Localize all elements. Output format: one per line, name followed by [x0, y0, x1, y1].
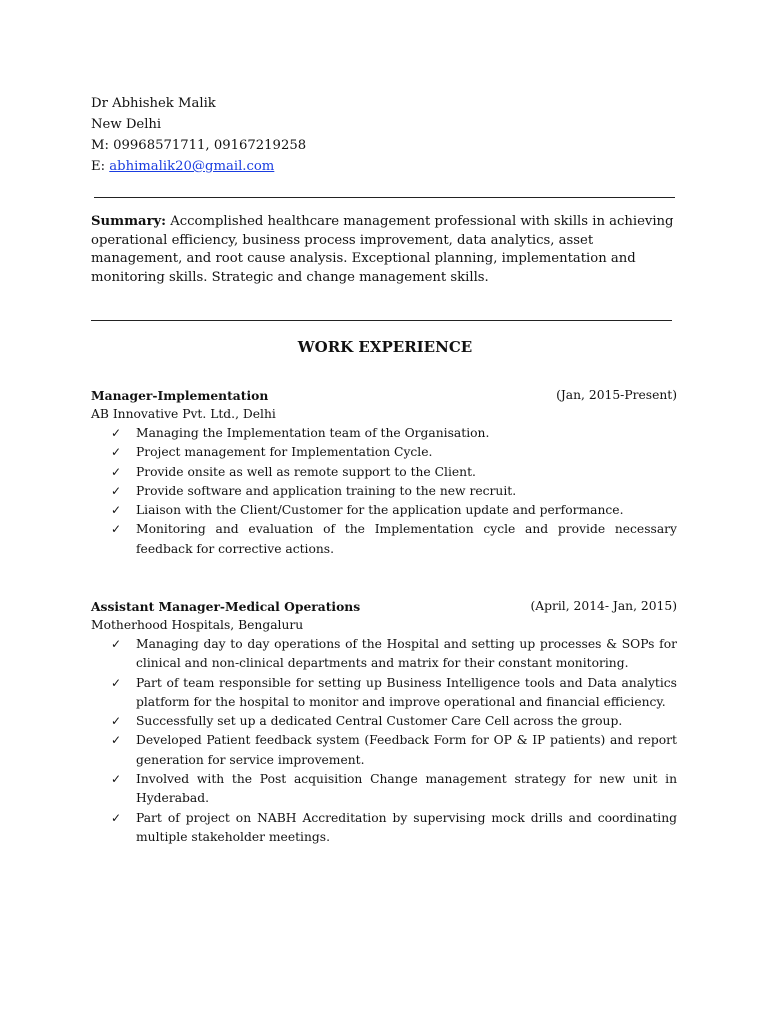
section-title: WORK EXPERIENCE	[297, 338, 473, 356]
divider-bottom	[91, 320, 672, 321]
duty-item	[91, 731, 677, 770]
job-header	[91, 386, 677, 405]
contact-block	[91, 93, 306, 177]
check-icon: ✓	[111, 464, 122, 479]
job-company: Motherhood Hospitals, Bengaluru	[91, 618, 304, 632]
check-icon: ✓	[111, 733, 122, 748]
check-icon: ✓	[111, 675, 122, 690]
duty-list	[91, 424, 677, 559]
duty-item	[91, 424, 677, 443]
duty-text: Provide onsite as well as remote support to the Client.	[136, 464, 476, 479]
duty-text: Project management for Implementation Cycle.	[136, 445, 433, 460]
check-icon: ✓	[111, 810, 122, 825]
duty-list	[91, 635, 677, 847]
job-title: Assistant Manager-Medical Operations	[91, 599, 361, 614]
divider-top	[94, 197, 675, 198]
job-dates: (Jan, 2015-Present)	[556, 388, 677, 402]
phone-line	[91, 135, 306, 156]
check-icon: ✓	[111, 714, 122, 729]
duty-item	[91, 520, 677, 559]
summary-paragraph	[91, 213, 681, 287]
job-entry	[91, 597, 677, 847]
duty-item	[91, 463, 677, 482]
duty-item	[91, 770, 677, 809]
candidate-name: Dr Abhishek Malik	[91, 96, 216, 111]
job-entry	[91, 386, 677, 559]
duty-text: Part of team responsible for setting up Business Intelligence tools and Data analytics platform for the hospital to monitor and improve operational and financial efficiency.	[136, 675, 677, 709]
job-header	[91, 597, 677, 616]
job-dates: (April, 2014- Jan, 2015)	[530, 599, 677, 613]
duty-text: Developed Patient feedback system (Feedback Form for OP & IP patients) and report generation for service improvement.	[136, 733, 677, 767]
job-company: AB Innovative Pvt. Ltd., Delhi	[91, 407, 276, 421]
duty-item	[91, 635, 677, 674]
duty-text: Provide software and application training to the new recruit.	[136, 483, 517, 498]
candidate-city: New Delhi	[91, 117, 162, 132]
check-icon: ✓	[111, 445, 122, 460]
job-title: Manager-Implementation	[91, 388, 269, 403]
email-link[interactable]: abhimalik20@gmail.com	[109, 159, 275, 174]
duty-item	[91, 443, 677, 462]
duty-text: Part of project on NABH Accreditation by supervising mock drills and coordinating multiple stakeholder meetings.	[136, 810, 677, 844]
check-icon: ✓	[111, 483, 122, 498]
duty-text: Involved with the Post acquisition Change management strategy for new unit in Hyderabad.	[136, 772, 677, 806]
phone-label: M:	[91, 138, 114, 153]
duty-item	[91, 501, 677, 520]
check-icon: ✓	[111, 772, 122, 787]
summary-text: Accomplished healthcare management professional with skills in achieving operational efficiency, business process improvement, data analytics, asset management, and root cause analysis. Exceptional planning, implementation and monitoring skills. Strategic and change management skills.	[91, 214, 674, 285]
duty-item	[91, 712, 677, 731]
summary-label: Summary:	[91, 214, 167, 229]
duty-text: Managing day to day operations of the Hospital and setting up processes & SOPs for clinical and non-clinical departments and matrix for their constant monitoring.	[136, 637, 677, 671]
duty-text: Successfully set up a dedicated Central Customer Care Cell across the group.	[136, 714, 623, 729]
phone-numbers: 09968571711, 09167219258	[113, 138, 307, 153]
duty-item	[91, 482, 677, 501]
duty-item	[91, 809, 677, 848]
check-icon: ✓	[111, 522, 122, 537]
check-icon: ✓	[111, 426, 122, 440]
check-icon: ✓	[111, 503, 122, 518]
duty-text: Monitoring and evaluation of the Implementation cycle and provide necessary feedback for corrective actions.	[136, 522, 677, 556]
duty-item	[91, 674, 677, 713]
duty-text: Managing the Implementation team of the Organisation.	[136, 426, 490, 440]
email-line	[91, 156, 306, 177]
check-icon: ✓	[111, 637, 122, 651]
email-label: E:	[91, 159, 110, 174]
duty-text: Liaison with the Client/Customer for the application update and performance.	[136, 503, 624, 518]
